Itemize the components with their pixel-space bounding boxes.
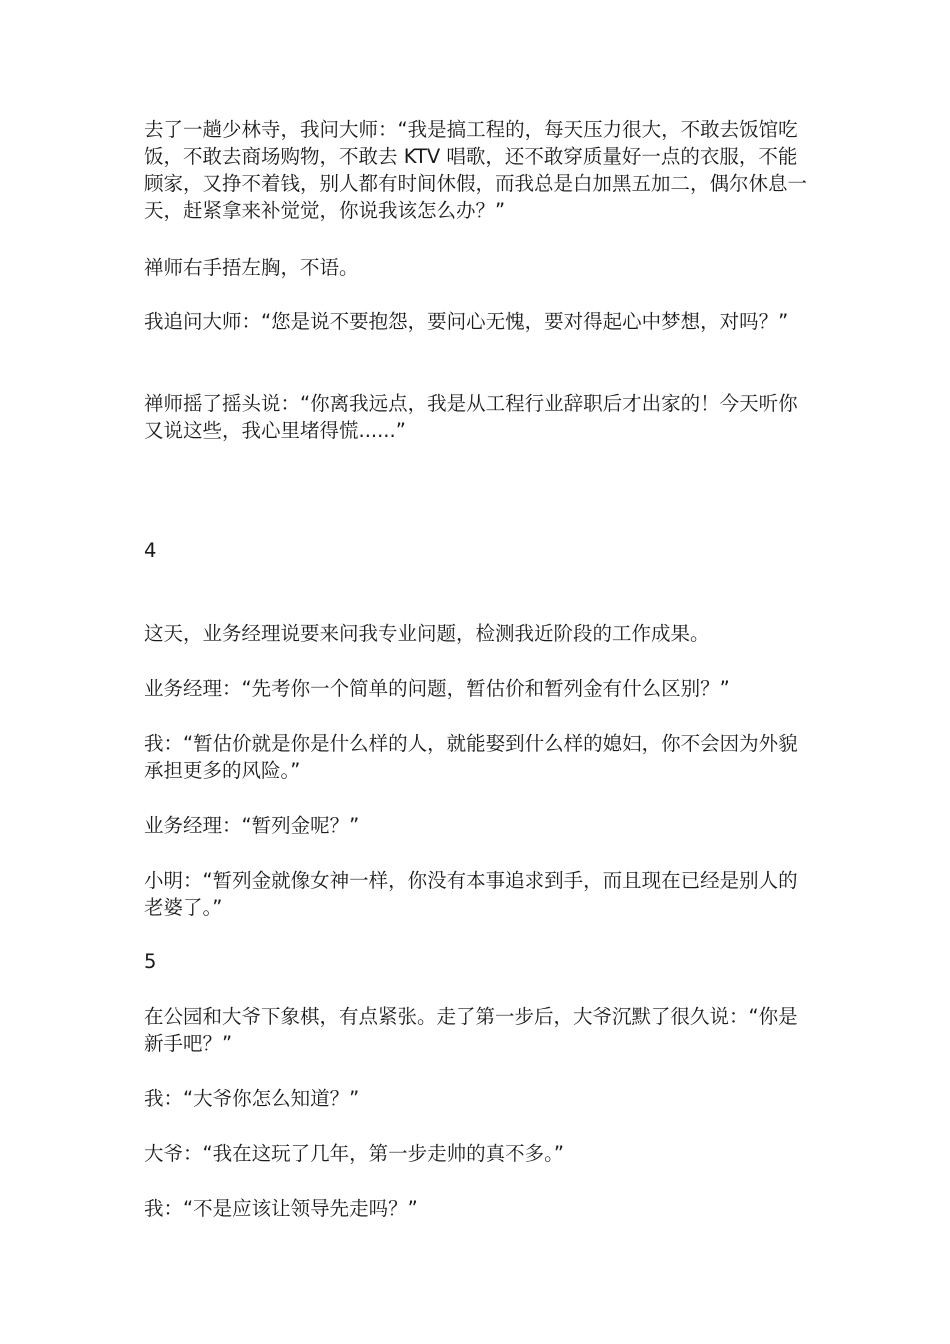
paragraph-estimate-answer: 我：“暂估价就是你是什么样的人，就能娶到什么样的媳妇，你不会因为外貌承担更多的风险。” <box>144 732 798 782</box>
paragraph-manager-followup: 业务经理：“暂列金呢？” <box>144 814 360 837</box>
paragraph-provisional-answer: 小明：“暂列金就像女神一样，你没有本事追求到手，而且现在已经是别人的老婆了。” <box>144 869 798 919</box>
paragraph-chess-intro: 在公园和大爷下象棋，有点紧张。走了第一步后，大爷沉默了很久说：“你是新手吧？” <box>144 1005 798 1055</box>
paragraph-chess-punchline: 我：“不是应该让领导先走吗？” <box>144 1197 418 1220</box>
paragraph-manager-intro: 这天，业务经理说要来问我专业问题，检测我近阶段的工作成果。 <box>144 622 710 645</box>
paragraph-chess-reply: 大爷：“我在这玩了几年，第一步走帅的真不多。” <box>144 1142 564 1165</box>
paragraph-manager-question: 业务经理：“先考你一个简单的问题，暂估价和暂列金有什么区别？” <box>144 677 730 700</box>
section-number-5: 5 <box>144 950 157 973</box>
paragraph-shaolin-question: 去了一趟少林寺，我问大师：“我是搞工程的，每天压力很大，不敢去饭馆吃饭，不敢去商场购物，不敢去 KTV 唱歌，还不敢穿质量好一点的衣服，不能顾家，又挣不着钱，别人都有时间休假，而我总是白加黑五加二，偶尔休息一天，赶紧拿来补觉觉，你说我该怎么办？” <box>144 118 808 222</box>
section-number-4: 4 <box>144 539 157 562</box>
paragraph-chess-question: 我：“大爷你怎么知道？” <box>144 1087 360 1110</box>
paragraph-master-silent: 禅师右手捂左胸，不语。 <box>144 256 359 279</box>
paragraph-follow-up-question: 我追问大师：“您是说不要抱怨，要问心无愧，要对得起心中梦想，对吗？” <box>144 310 789 333</box>
paragraph-master-answer: 禅师摇了摇头说：“你离我远点，我是从工程行业辞职后才出家的！今天听你又说这些，我心里堵得慌......” <box>144 392 798 442</box>
